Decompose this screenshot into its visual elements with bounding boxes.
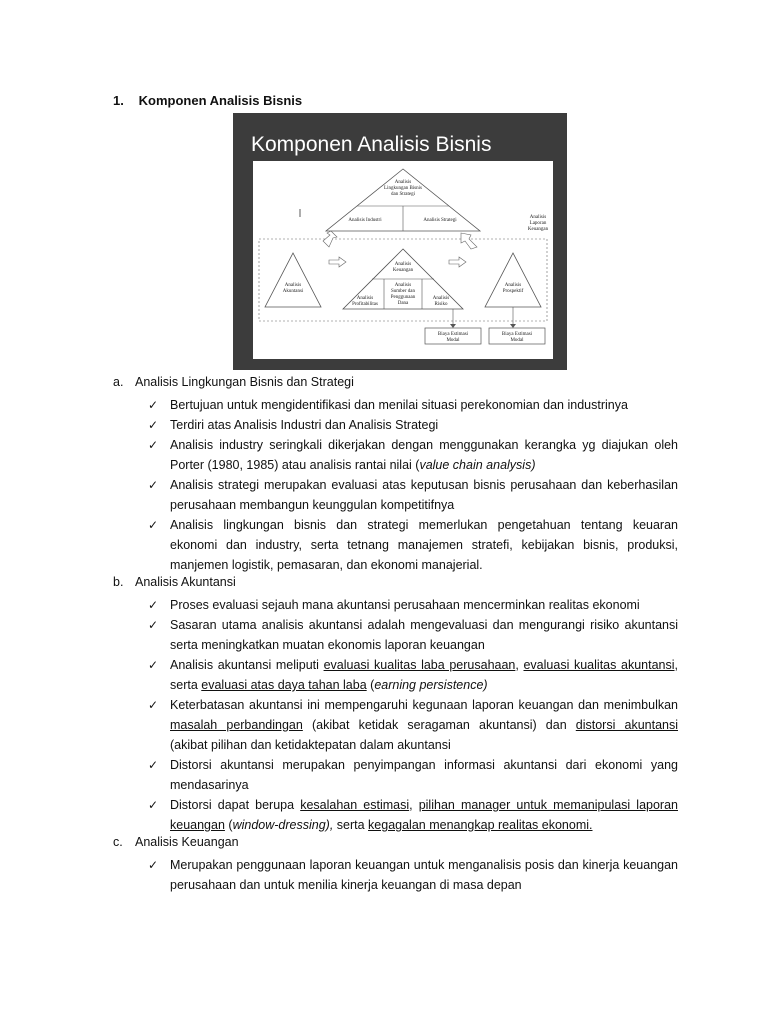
- side-note-2: Laporan: [529, 221, 547, 226]
- text-line: [170, 395, 678, 415]
- section-heading: [113, 93, 302, 108]
- text-segment: serta meningkatkan muatan ekonomis laporan keuangan: [170, 638, 485, 652]
- text-segment: Distorsi akuntansi merupakan penyimpangan informasi akuntansi dari ekonomi yang: [170, 758, 678, 772]
- figure-title: Komponen Analisis Bisnis: [251, 133, 492, 156]
- underlined-text: evaluasi kualitas laba perusahaan: [323, 658, 516, 672]
- section-b: [113, 575, 236, 589]
- checkmark-icon: ✓: [148, 698, 159, 712]
- text-line: [170, 535, 678, 555]
- checkmark-icon: ✓: [148, 438, 159, 452]
- checkmark-icon: ✓: [148, 798, 159, 812]
- text-segment: manjemen logistik, pemasaran, dan ekonomi manajerial.: [170, 558, 483, 572]
- checkmark-icon: ✓: [148, 518, 159, 532]
- italic-text: earning persistence): [374, 678, 488, 692]
- biaya-box-2-line-1: Biaya Estimasi: [501, 332, 533, 337]
- text-segment: mendasarinya: [170, 778, 249, 792]
- arrowhead-box-1: [450, 324, 456, 328]
- text-line: [170, 515, 678, 535]
- bullet-item: [148, 415, 678, 435]
- text-line: [170, 795, 678, 815]
- text-segment: (akibat pilihan dan ketidaktepatan dalam akuntansi: [170, 738, 451, 752]
- text-segment: Sasaran utama analisis akuntansi adalah mengevaluasi dan mengurangi risiko akuntansi: [170, 618, 678, 632]
- bullet-text: [170, 475, 678, 515]
- prospektif-triangle: [485, 253, 541, 307]
- bullet-text: [170, 615, 678, 655]
- biaya-box-1-line-2: Modal: [446, 338, 460, 343]
- profitabilitas-2: Profitabilitas: [352, 302, 378, 307]
- bullet-text: [170, 415, 678, 435]
- text-segment: perusahaan membangun keunggulan kompetitifnya: [170, 498, 455, 512]
- underlined-text: kegagalan menangkap realitas ekonomi.: [368, 818, 593, 832]
- section-title: Analisis Lingkungan Bisnis dan Strategi: [135, 375, 354, 389]
- prospektif-2: Prospektif: [502, 289, 524, 294]
- italic-text: window-dressing),: [232, 818, 334, 832]
- text-line: [170, 855, 678, 875]
- bullet-text: [170, 795, 678, 835]
- bullet-text: [170, 655, 678, 695]
- text-segment: Distorsi dapat berupa: [170, 798, 301, 812]
- checkmark-icon: ✓: [148, 398, 159, 412]
- checkmark-icon: ✓: [148, 618, 159, 632]
- text-segment: (: [366, 678, 375, 692]
- bullet-text: [170, 695, 678, 755]
- keuangan-2: Keuangan: [392, 268, 414, 273]
- heading-title: Komponen Analisis Bisnis: [138, 93, 303, 108]
- biaya-box-2-line-2: Modal: [510, 338, 524, 343]
- keuangan-1: Analisis: [394, 262, 412, 267]
- top-line-2: Lingkungan Bisnis: [384, 186, 422, 191]
- prospektif-1: Analisis: [504, 283, 522, 288]
- italic-text: value chain analysis): [419, 458, 536, 472]
- section-label: c.: [113, 835, 123, 849]
- bullet-text: [170, 395, 678, 415]
- bullet-item: [148, 515, 678, 575]
- text-segment: Analisis lingkungan bisnis dan strategi memerlukan pengetahuan tentang keuaran: [170, 518, 678, 532]
- checkmark-icon: ✓: [148, 418, 159, 432]
- section-a: [113, 375, 354, 389]
- side-note-3: Keuangan: [527, 227, 549, 232]
- bullet-item: [148, 655, 678, 695]
- section-label: a.: [113, 375, 124, 389]
- akuntansi-1: Analisis: [284, 283, 302, 288]
- underlined-text: keuangan: [170, 818, 225, 832]
- underlined-text: masalah perbandingan: [170, 718, 303, 732]
- arrow-down-right: [461, 233, 477, 249]
- text-segment: (akibat ketidak seragaman akuntansi) dan: [302, 718, 576, 732]
- text-line: [170, 655, 678, 675]
- text-line: [170, 815, 678, 835]
- checkmark-icon: ✓: [148, 758, 159, 772]
- text-segment: Keterbatasan akuntansi ini mempengaruhi kegunaan laporan keuangan dan menimbulkan: [170, 698, 678, 712]
- text-line: [170, 615, 678, 635]
- arrow-right-2: [449, 257, 466, 267]
- text-segment: serta: [170, 678, 202, 692]
- checkmark-icon: ✓: [148, 658, 159, 672]
- text-segment: Analisis akuntansi meliputi: [170, 658, 324, 672]
- bullet-item: [148, 475, 678, 515]
- bullet-item: [148, 855, 678, 895]
- text-segment: Analisis strategi merupakan evaluasi atas keputusan bisnis perusahaan dan keberhasilan: [170, 478, 678, 492]
- arrow-right-1: [329, 257, 346, 267]
- bullet-text: [170, 855, 678, 895]
- text-segment: Terdiri atas Analisis Industri dan Analisis Strategi: [170, 418, 439, 432]
- checkmark-icon: ✓: [148, 598, 159, 612]
- risiko-1: Analisis: [432, 296, 450, 301]
- text-line: [170, 675, 678, 695]
- text-line: [170, 755, 678, 775]
- checkmark-icon: ✓: [148, 858, 159, 872]
- sumber-dana-1: Analisis: [394, 283, 412, 288]
- text-segment: (: [224, 818, 233, 832]
- text-segment: Proses evaluasi sejauh mana akuntansi perusahaan mencerminkan realitas ekonomi: [170, 598, 640, 612]
- biaya-box-1-line-1: Biaya Estimasi: [437, 332, 469, 337]
- text-line: [170, 555, 678, 575]
- heading-number: 1.: [113, 93, 124, 108]
- text-segment: Merupakan penggunaan laporan keuangan untuk menganalisis posis dan kinerja keuangan: [170, 858, 678, 872]
- section-label: b.: [113, 575, 124, 589]
- bullet-item: [148, 395, 678, 415]
- text-segment: ,: [409, 798, 419, 812]
- underlined-text: evaluasi kualitas akuntansi: [523, 658, 675, 672]
- arrowhead-box-2: [510, 324, 516, 328]
- sumber-dana-2: Sumber dan: [390, 289, 416, 294]
- section-c: [113, 835, 239, 849]
- text-segment: ,: [674, 658, 678, 672]
- bullet-item: [148, 695, 678, 755]
- text-line: [170, 875, 678, 895]
- bullet-item: [148, 755, 678, 795]
- bullet-text: [170, 435, 678, 475]
- text-line: [170, 715, 678, 735]
- text-line: [170, 775, 678, 795]
- text-line: [170, 415, 678, 435]
- underlined-text: distorsi akuntansi: [575, 718, 679, 732]
- text-segment: ,: [515, 658, 524, 672]
- text-segment: Analisis industry seringkali dikerjakan dengan menggunakan kerangka yg diajukan oleh: [170, 438, 678, 452]
- diagram-figure: [233, 113, 567, 370]
- bullet-text: [170, 755, 678, 795]
- bullet-item: [148, 595, 678, 615]
- analisis-industri-label: Analisis Industri: [348, 218, 382, 223]
- text-segment: Bertujuan untuk mengidentifikasi dan menilai situasi perekonomian dan industrinya: [170, 398, 628, 412]
- diagram-panel: [253, 161, 553, 359]
- arrow-down-left: [323, 231, 337, 247]
- akuntansi-2: Akuntansi: [282, 289, 304, 294]
- risiko-2: Risiko: [434, 302, 448, 307]
- bullet-item: [148, 615, 678, 655]
- text-line: [170, 695, 678, 715]
- underlined-text: pilihan manager untuk memanipulasi laporan: [418, 798, 678, 812]
- text-segment: Porter (1980, 1985) atau analisis rantai nilai (: [170, 458, 420, 472]
- text-segment: serta: [333, 818, 369, 832]
- top-line-1: Analisis: [394, 180, 412, 185]
- bullet-item: [148, 435, 678, 475]
- text-line: [170, 735, 678, 755]
- bullet-item: [148, 795, 678, 835]
- text-line: [170, 635, 678, 655]
- diagram-svg: [253, 161, 553, 359]
- underlined-text: evaluasi atas daya tahan laba: [201, 678, 367, 692]
- sumber-dana-4: Dana: [397, 301, 409, 306]
- top-line-3: dan Strategi: [390, 192, 416, 197]
- text-line: [170, 475, 678, 495]
- profitabilitas-1: Analisis: [356, 296, 374, 301]
- bullet-text: [170, 595, 678, 615]
- text-line: [170, 595, 678, 615]
- underlined-text: kesalahan estimasi: [300, 798, 410, 812]
- text-line: [170, 495, 678, 515]
- text-segment: perusahaan dan untuk menilia kinerja keuangan di masa depan: [170, 878, 522, 892]
- side-note-1: Analisis: [529, 215, 547, 220]
- akuntansi-triangle: [265, 253, 321, 307]
- section-title: Analisis Akuntansi: [135, 575, 236, 589]
- section-title: Analisis Keuangan: [135, 835, 239, 849]
- analisis-strategi-label: Analisis Strategi: [423, 218, 457, 223]
- text-segment: ekonomi dan industry, serta tetnang manajemen stratefi, kebijakan bisnis, produksi,: [170, 538, 678, 552]
- text-line: [170, 435, 678, 455]
- checkmark-icon: ✓: [148, 478, 159, 492]
- text-line: [170, 455, 678, 475]
- bullet-text: [170, 515, 678, 575]
- sumber-dana-3: Penggunaan: [390, 295, 416, 300]
